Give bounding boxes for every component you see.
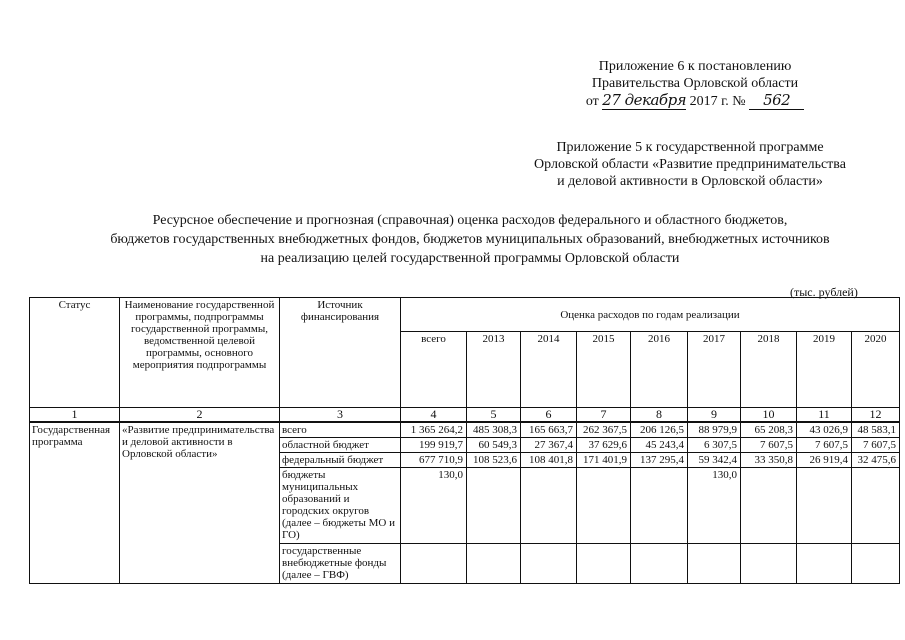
value-cell: 677 710,9 <box>401 452 467 467</box>
value-cell: 165 663,7 <box>521 422 577 438</box>
value-cell: 7 607,5 <box>797 437 852 452</box>
header-source: Источник финансирования <box>280 298 401 408</box>
value-cell: 48 583,1 <box>852 422 900 438</box>
appendix-5-line2: Орловской области «Развитие предпринимательства <box>534 157 846 172</box>
date-year: 2017 г. <box>689 94 729 109</box>
number-label: № <box>732 94 746 109</box>
title-line3: на реализацию целей государственной программы Орловской области <box>260 251 680 266</box>
index-cell: 7 <box>577 408 631 422</box>
status-cell: Государственная программа <box>30 422 120 584</box>
value-cell: 65 208,3 <box>741 422 797 438</box>
header-year: 2014 <box>521 332 577 408</box>
appendix-5-line1: Приложение 5 к государственной программе <box>556 140 824 155</box>
value-cell <box>467 543 521 583</box>
header-year: 2019 <box>797 332 852 408</box>
header-year: 2013 <box>467 332 521 408</box>
value-cell <box>741 543 797 583</box>
value-cell <box>688 543 741 583</box>
index-cell: 3 <box>280 408 401 422</box>
value-cell: 60 549,3 <box>467 437 521 452</box>
source-cell: бюджеты муниципальных образований и городских округов (далее – бюджеты МО и ГО) <box>280 467 401 543</box>
value-cell: 6 307,5 <box>688 437 741 452</box>
value-cell: 88 979,9 <box>688 422 741 438</box>
appendix-6-header <box>560 58 830 110</box>
value-cell: 7 607,5 <box>852 437 900 452</box>
value-cell <box>741 467 797 543</box>
value-cell: 7 607,5 <box>741 437 797 452</box>
value-cell: 27 367,4 <box>521 437 577 452</box>
header-year: 2016 <box>631 332 688 408</box>
index-cell: 6 <box>521 408 577 422</box>
value-cell: 206 126,5 <box>631 422 688 438</box>
handwritten-date: 27 декабря <box>602 91 687 109</box>
value-cell <box>521 543 577 583</box>
date-prefix: от <box>585 94 599 109</box>
value-cell: 262 367,5 <box>577 422 631 438</box>
value-cell <box>401 543 467 583</box>
value-cell: 130,0 <box>688 467 741 543</box>
value-cell: 33 350,8 <box>741 452 797 467</box>
index-cell: 10 <box>741 408 797 422</box>
header-name: Наименование государственной программы, подпрограммы государственной программы, ведомственной целевой программы, основного мероприятия подпрограммы <box>120 298 280 408</box>
value-cell <box>797 467 852 543</box>
value-cell: 485 308,3 <box>467 422 521 438</box>
value-cell: 32 475,6 <box>852 452 900 467</box>
source-cell: областной бюджет <box>280 437 401 452</box>
header-year: 2015 <box>577 332 631 408</box>
value-cell: 43 026,9 <box>797 422 852 438</box>
header-status: Статус <box>30 298 120 408</box>
appendix-5-header <box>500 139 880 190</box>
value-cell <box>631 467 688 543</box>
table-row <box>30 422 900 438</box>
index-cell: 2 <box>120 408 280 422</box>
value-cell <box>577 467 631 543</box>
index-cell: 12 <box>852 408 900 422</box>
value-cell: 45 243,4 <box>631 437 688 452</box>
index-cell: 1 <box>30 408 120 422</box>
index-cell: 4 <box>401 408 467 422</box>
index-cell: 5 <box>467 408 521 422</box>
source-cell: государственные внебюджетные фонды (далее – ГВФ) <box>280 543 401 583</box>
value-cell: 171 401,9 <box>577 452 631 467</box>
header-year: всего <box>401 332 467 408</box>
source-cell: федеральный бюджет <box>280 452 401 467</box>
handwritten-number: 562 <box>749 92 804 110</box>
appendix-6-line1: Приложение 6 к постановлению <box>598 59 792 74</box>
appendix-6-date-line <box>560 92 830 110</box>
value-cell: 137 295,4 <box>631 452 688 467</box>
appendix-6-line2: Правительства Орловской области <box>591 76 799 91</box>
header-year: 2017 <box>688 332 741 408</box>
value-cell: 26 919,4 <box>797 452 852 467</box>
header-row-1 <box>30 298 900 332</box>
source-cell: всего <box>280 422 401 438</box>
program-name-cell: «Развитие предпринимательства и деловой активности в Орловской области» <box>120 422 280 584</box>
value-cell: 108 523,6 <box>467 452 521 467</box>
header-year: 2018 <box>741 332 797 408</box>
header-estimate: Оценка расходов по годам реализации <box>401 298 900 332</box>
appendix-5-line3: и деловой активности в Орловской области» <box>557 174 823 189</box>
value-cell <box>631 543 688 583</box>
value-cell <box>852 543 900 583</box>
title-line1: Ресурсное обеспечение и прогнозная (справочная) оценка расходов федерального и областного бюджетов, <box>152 213 788 228</box>
value-cell <box>852 467 900 543</box>
value-cell: 37 629,6 <box>577 437 631 452</box>
value-cell: 130,0 <box>401 467 467 543</box>
header-year: 2020 <box>852 332 900 408</box>
document-title <box>40 211 900 268</box>
value-cell <box>797 543 852 583</box>
value-cell <box>577 543 631 583</box>
title-line2: бюджетов государственных внебюджетных фондов, бюджетов муниципальных образований, внебюджетных источников <box>110 232 830 247</box>
index-row <box>30 408 900 422</box>
value-cell: 199 919,7 <box>401 437 467 452</box>
value-cell <box>467 467 521 543</box>
value-cell: 108 401,8 <box>521 452 577 467</box>
index-cell: 9 <box>688 408 741 422</box>
value-cell <box>521 467 577 543</box>
index-cell: 11 <box>797 408 852 422</box>
value-cell: 59 342,4 <box>688 452 741 467</box>
value-cell: 1 365 264,2 <box>401 422 467 438</box>
units-label: (тыс. рублей) <box>790 285 858 299</box>
index-cell: 8 <box>631 408 688 422</box>
resource-table <box>29 297 900 584</box>
